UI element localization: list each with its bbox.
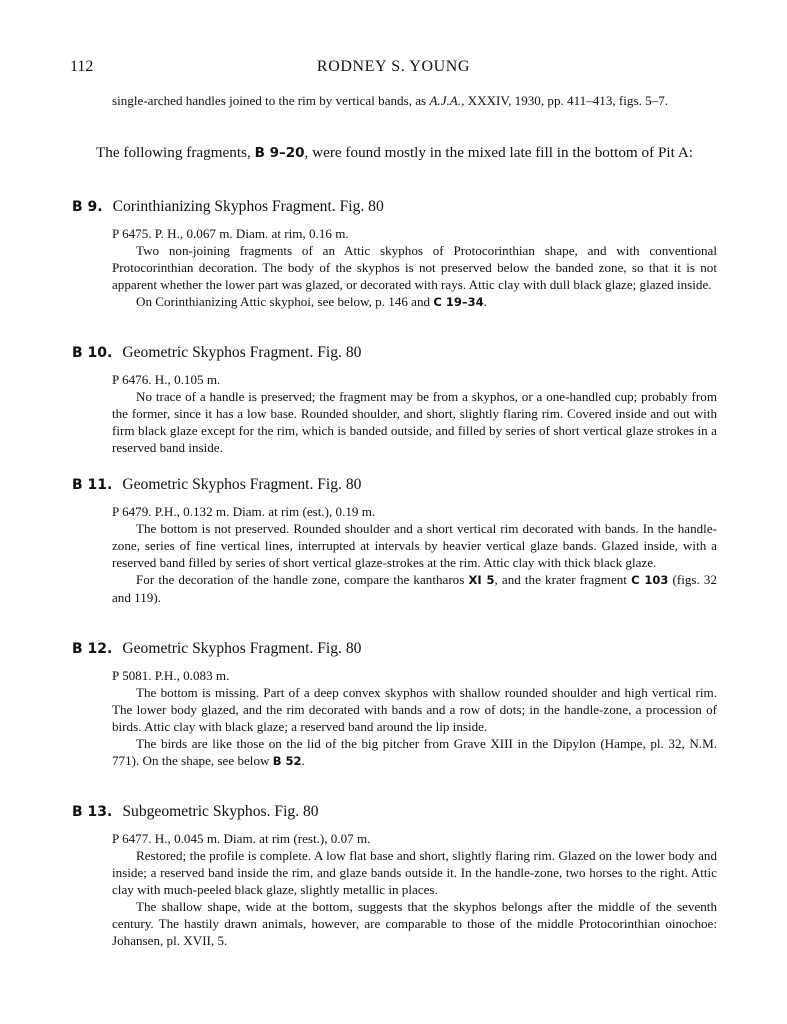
intro-lead-text: The following fragments, — [96, 144, 251, 161]
catalogue-number: B 10. — [72, 345, 113, 361]
note-text: For the decoration of the handle zone, compare the kantharos — [136, 572, 465, 587]
entry-meta: P 6476. H., 0.105 m. — [112, 372, 221, 387]
intro-lead-range: B 9–20 — [254, 145, 305, 161]
entry-note — [112, 735, 717, 770]
entry-title: Geometric Skyphos Fragment. Fig. 80 — [122, 640, 362, 657]
intro-lead-rest: , were found mostly in the mixed late fill in the bottom of Pit A: — [304, 144, 694, 161]
note-reference: XI 5 — [468, 573, 495, 587]
note-end: (figs. 32 and 119). — [112, 572, 718, 605]
note-mid: , and the krater fragment — [494, 572, 627, 587]
entry-meta: P 5081. P.H., 0.083 m. — [112, 668, 230, 683]
entry-note — [112, 571, 717, 606]
entry-body-b10 — [112, 371, 717, 456]
entry-heading-b9 — [72, 198, 717, 216]
entry-description: No trace of a handle is preserved; the fragment may be from a skyphos, or a one-handled cup; probably from the former, since it has a low base. Rounded shoulder, and short, slightly flaring rim. Covered inside and out with firm black glaze except for the rim, which is banded outside, and filled by series of short vertical glaze strokes in a reserved band inside. — [112, 389, 717, 455]
entry-body-b12 — [112, 667, 717, 770]
entry-description: Restored; the profile is complete. A low flat base and short, slightly flaring rim. Glazed on the lower body and inside; a reserved band inside the rim, and glaze bands outside it. In the handle-zone, two horses to the right. Attic clay with much-peeled black glaze, slightly metallic in places. — [112, 848, 717, 897]
entry-title: Subgeometric Skyphos. Fig. 80 — [122, 803, 319, 820]
intro-paragraph — [72, 142, 717, 164]
entry-body-b11 — [112, 503, 717, 606]
entry-title: Geometric Skyphos Fragment. Fig. 80 — [122, 476, 362, 493]
intro-continuation — [112, 92, 717, 109]
entry-description: The bottom is missing. Part of a deep convex skyphos with shallow rounded shoulder and high vertical rim. The lower body glazed, and the rim decorated with bands and a row of dots; in the handle-zone, a procession of birds. Attic clay with black glaze; a reserved band around the lip inside. — [112, 685, 717, 734]
note-text: On Corinthianizing Attic skyphoi, see below, p. 146 and — [136, 294, 431, 309]
catalogue-number: B 9. — [72, 199, 103, 215]
note-reference: B 52 — [272, 754, 302, 768]
entry-heading-b13 — [72, 803, 717, 821]
entry-heading-b10 — [72, 344, 717, 362]
note-end: . — [301, 753, 305, 768]
entry-body-b9 — [112, 225, 717, 311]
running-head: RODNEY S. YOUNG — [316, 58, 471, 75]
note-end: . — [483, 294, 487, 309]
entry-title: Geometric Skyphos Fragment. Fig. 80 — [122, 344, 362, 361]
catalogue-number: B 13. — [72, 804, 113, 820]
page-header — [70, 58, 717, 80]
entry-meta: P 6475. P. H., 0.067 m. Diam. at rim, 0.16 m. — [112, 226, 349, 241]
entry-meta: P 6479. P.H., 0.132 m. Diam. at rim (est.), 0.19 m. — [112, 504, 376, 519]
catalogue-number: B 12. — [72, 641, 113, 657]
intro-continuation-rest: , XXXIV, 1930, pp. 411–413, figs. 5–7. — [461, 93, 669, 108]
entry-heading-b12 — [72, 640, 717, 658]
entry-heading-b11 — [72, 476, 717, 494]
entry-title: Corinthianizing Skyphos Fragment. Fig. 80 — [112, 198, 384, 215]
entry-note: The shallow shape, wide at the bottom, suggests that the skyphos belongs after the middle of the seventh century. The hastily drawn animals, however, are comparable to those of the middle Protocorinthian oinochoe: Johansen, pl. XVII, 5. — [112, 899, 717, 948]
catalogue-number: B 11. — [72, 477, 113, 493]
entry-note — [112, 293, 717, 311]
intro-continuation-text: single-arched handles joined to the rim by vertical bands, as — [112, 93, 427, 108]
entry-meta: P 6477. H., 0.045 m. Diam. at rim (rest.), 0.07 m. — [112, 831, 371, 846]
entry-description: Two non-joining fragments of an Attic skyphos of Protocorinthian shape, and with conventional Protocorinthian decoration. The body of the skyphos is not preserved below the banded zone, so that it is not apparent whether the lower part was glazed, or decorated with rays. Attic clay with dull black glaze; glazed inside. — [112, 243, 717, 292]
note-reference-2: C 103 — [631, 573, 669, 587]
journal-abbreviation: A.J.A. — [429, 93, 462, 108]
note-text: The birds are like those on the lid of the big pitcher from Grave XIII in the Dipylon (Hampe, pl. 32, N.M. 771). On the shape, see below — [112, 736, 717, 768]
entry-description: The bottom is not preserved. Rounded shoulder and a short vertical rim decorated with bands. In the handle-zone, series of fine vertical lines, interrupted at intervals by heavier vertical glaze bands. Glazed inside, with a reserved band filled by series of short vertical glaze-strokes at the rim. Attic clay with thick black glaze. — [112, 521, 717, 570]
entry-body-b13 — [112, 830, 717, 949]
note-reference: C 19–34 — [433, 295, 484, 309]
page-number: 112 — [70, 58, 94, 75]
